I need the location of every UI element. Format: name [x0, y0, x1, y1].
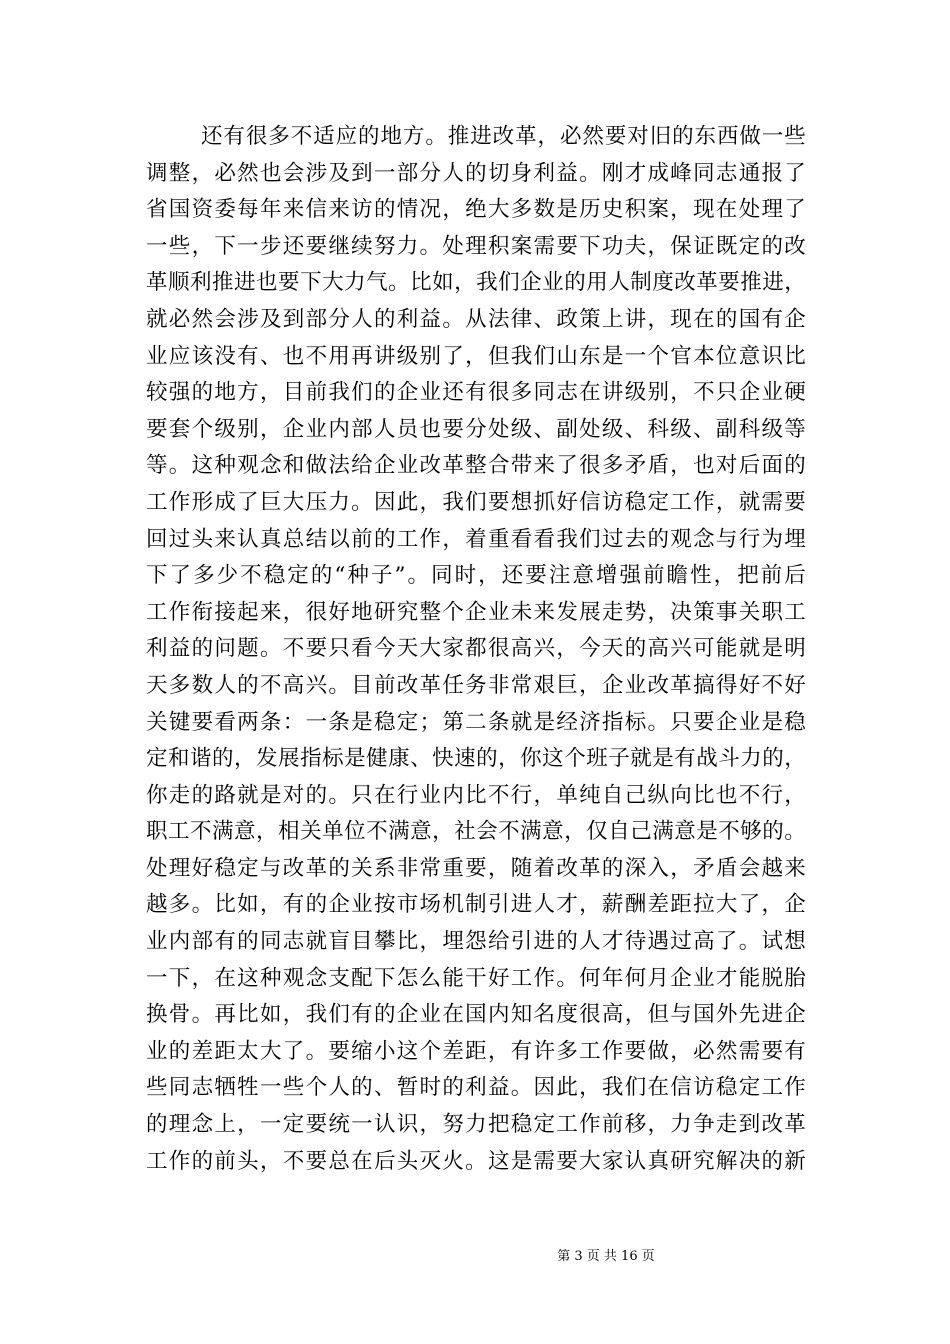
text-line: 职工不满意，相关单位不满意，社会不满意，仅自己满意是不够的。	[146, 819, 806, 845]
text-line: 业内部有的同志就盲目攀比，埋怨给引进的人才待遇过高了。试想	[146, 929, 806, 955]
text-line: 就必然会涉及到部分人的利益。从法律、政策上讲，现在的国有企	[146, 306, 806, 332]
page-number-footer: 第 3 页 共 16 页	[557, 1249, 655, 1264]
text-line: 等。这种观念和做法给企业改革整合带来了很多矛盾，也对后面的	[146, 453, 806, 479]
text-line: 一些，下一步还要继续努力。处理积案需要下功夫，保证既定的改	[146, 233, 806, 259]
text-line: 处理好稳定与改革的关系非常重要，随着改革的深入，矛盾会越来	[146, 855, 806, 881]
text-line: 你走的路就是对的。只在行业内比不行，单纯自己纵向比也不行，	[146, 782, 806, 808]
text-line: 下了多少不稳定的“种子”。同时，还要注意增强前瞻性，把前后	[146, 563, 806, 589]
text-line: 工作形成了巨大压力。因此，我们要想抓好信访稳定工作，就需要	[146, 489, 806, 515]
text-line: 关键要看两条：一条是稳定；第二条就是经济指标。只要企业是稳	[146, 709, 806, 735]
text-line: 还有很多不适应的地方。推进改革，必然要对旧的东西做一些	[201, 124, 806, 149]
text-line: 业的差距太大了。要缩小这个差距，有许多工作要做，必然需要有	[146, 1038, 806, 1064]
text-line: 回过头来认真总结以前的工作，着重看看我们过去的观念与行为埋	[146, 526, 806, 552]
text-line: 工作的前头，不要总在后头灭火。这是需要大家认真研究解决的新	[146, 1148, 806, 1174]
text-line: 业应该没有、也不用再讲级别了，但我们山东是一个官本位意识比	[146, 343, 806, 369]
text-line: 天多数人的不高兴。目前改革任务非常艰巨，企业改革搞得好不好	[146, 672, 806, 698]
text-line: 定和谐的，发展指标是健康、快速的，你这个班子就是有战斗力的，	[146, 746, 806, 772]
text-line: 换骨。再比如，我们有的企业在国内知名度很高，但与国外先进企	[146, 1002, 806, 1028]
text-line: 调整，必然也会涉及到一部分人的切身利益。刚才成峰同志通报了	[146, 160, 806, 186]
text-line: 越多。比如，有的企业按市场机制引进人才，薪酬差距拉大了，企	[146, 892, 806, 918]
text-line: 要套个级别，企业内部人员也要分处级、副处级、科级、副科级等	[146, 416, 806, 442]
text-line: 工作衔接起来，很好地研究整个企业未来发展走势，决策事关职工	[146, 599, 806, 625]
text-line: 省国资委每年来信来访的情况，绝大多数是历史积案，现在处理了	[146, 197, 806, 223]
text-line: 一下，在这种观念支配下怎么能干好工作。何年何月企业才能脱胎	[146, 965, 806, 991]
text-line: 利益的问题。不要只看今天大家都很高兴，今天的高兴可能就是明	[146, 636, 806, 662]
text-line: 较强的地方，目前我们的企业还有很多同志在讲级别，不只企业硬	[146, 380, 806, 406]
text-line: 革顺利推进也要下大力气。比如，我们企业的用人制度改革要推进，	[146, 270, 806, 296]
body-paragraph	[146, 119, 806, 1180]
text-line: 的理念上，一定要统一认识，努力把稳定工作前移，力争走到改革	[146, 1112, 806, 1138]
text-line: 些同志牺牲一些个人的、暂时的利益。因此，我们在信访稳定工作	[146, 1075, 806, 1101]
